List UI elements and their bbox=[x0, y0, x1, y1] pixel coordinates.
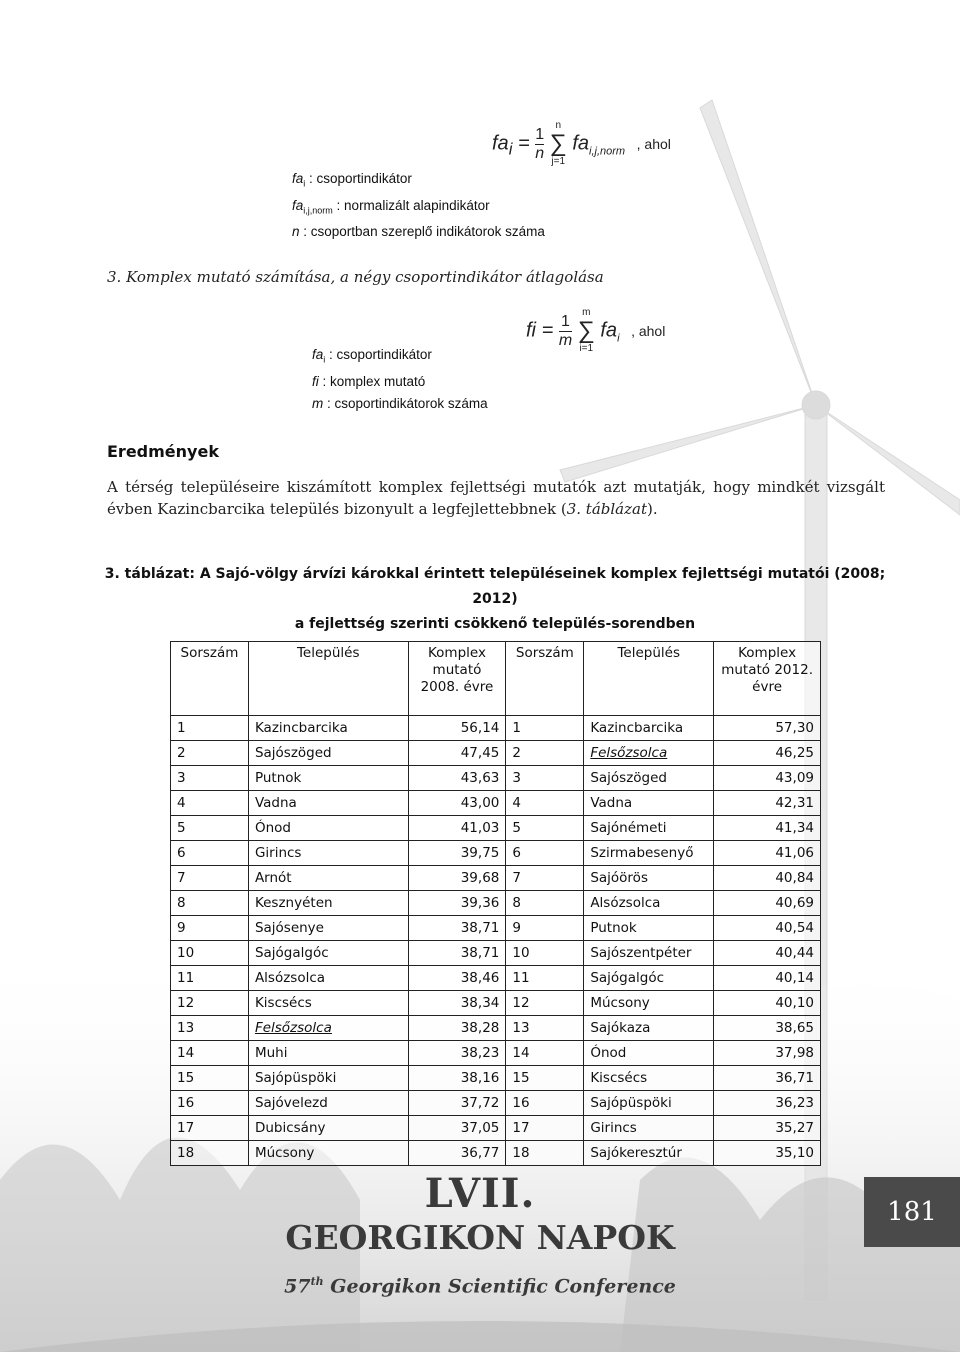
index-value-cell: 40,84 bbox=[714, 866, 821, 891]
legend-row: $fa_i$ : csoportindikátor bbox=[312, 347, 432, 365]
column-header: Komplex mutató 2012. évre bbox=[714, 642, 821, 716]
table-row bbox=[171, 891, 821, 916]
sigma-icon: ∑ bbox=[549, 130, 567, 157]
index-value-cell: 40,14 bbox=[714, 966, 821, 991]
settlement-cell: Múcsony bbox=[584, 991, 714, 1016]
column-header: Sorszám bbox=[171, 642, 249, 716]
settlement-cell: Ónod bbox=[584, 1041, 714, 1066]
settlement-cell: Sajóvelezd bbox=[248, 1091, 408, 1116]
settlement-cell: Girincs bbox=[248, 841, 408, 866]
fraction-denominator: m bbox=[558, 331, 573, 349]
rank-cell: 17 bbox=[506, 1116, 584, 1141]
settlement-cell: Sajógalgóc bbox=[248, 941, 408, 966]
settlement-cell: Sajópüspöki bbox=[248, 1066, 408, 1091]
table-header-row bbox=[171, 642, 821, 716]
rank-cell: 3 bbox=[506, 766, 584, 791]
rank-cell: 10 bbox=[506, 941, 584, 966]
table-caption bbox=[100, 562, 890, 637]
formula-suffix: , ahol bbox=[636, 136, 671, 153]
rank-cell: 11 bbox=[171, 966, 249, 991]
settlement-cell: Putnok bbox=[584, 916, 714, 941]
rank-cell: 14 bbox=[506, 1041, 584, 1066]
index-value-cell: 37,05 bbox=[408, 1116, 506, 1141]
settlement-cell: Sajókeresztúr bbox=[584, 1141, 714, 1166]
index-value-cell: 43,63 bbox=[408, 766, 506, 791]
rank-cell: 18 bbox=[506, 1141, 584, 1166]
table-row bbox=[171, 1141, 821, 1166]
settlement-cell: Vadna bbox=[584, 791, 714, 816]
settlement-cell: Sajókaza bbox=[584, 1016, 714, 1041]
settlement-cell: Kiscsécs bbox=[584, 1066, 714, 1091]
index-value-cell: 43,00 bbox=[408, 791, 506, 816]
sum-lower-limit: i=1 bbox=[579, 343, 594, 354]
table-row bbox=[171, 1116, 821, 1141]
index-value-cell: 56,14 bbox=[408, 716, 506, 741]
index-value-cell: 38,28 bbox=[408, 1016, 506, 1041]
rank-cell: 15 bbox=[171, 1066, 249, 1091]
table-row bbox=[171, 1016, 821, 1041]
index-value-cell: 47,45 bbox=[408, 741, 506, 766]
sum-upper-limit: n bbox=[555, 120, 561, 131]
settlement-cell: Sajópüspöki bbox=[584, 1091, 714, 1116]
settlement-cell: Girincs bbox=[584, 1116, 714, 1141]
event-name: GEORGIKON NAPOK bbox=[285, 1218, 675, 1257]
settlement-cell: Sajónémeti bbox=[584, 816, 714, 841]
edition-number: LVII. bbox=[424, 1170, 536, 1217]
table-row bbox=[171, 716, 821, 741]
rank-cell: 7 bbox=[171, 866, 249, 891]
formula2-legend bbox=[312, 344, 488, 415]
table-row bbox=[171, 1066, 821, 1091]
formula-symbol: fi bbox=[526, 319, 536, 342]
step3-caption: 3. Komplex mutató számítása, a négy csoportindikátor átlagolása bbox=[107, 268, 604, 286]
index-value-cell: 43,09 bbox=[714, 766, 821, 791]
settlement-cell: Alsózsolca bbox=[248, 966, 408, 991]
formula1-legend bbox=[292, 168, 545, 248]
settlement-cell: Kesznyéten bbox=[248, 891, 408, 916]
settlement-cell: Múcsony bbox=[248, 1141, 408, 1166]
table-caption-line1: 3. táblázat: A Sajó-völgy árvízi károkkal érintett településeinek komplex fejlettségi mutatói (2008; 2012) bbox=[104, 566, 886, 607]
index-value-cell: 42,31 bbox=[714, 791, 821, 816]
fraction-numerator: 1 bbox=[559, 313, 572, 332]
fraction-denominator: n bbox=[535, 144, 545, 162]
table-row bbox=[171, 866, 821, 891]
index-value-cell: 40,69 bbox=[714, 891, 821, 916]
index-value-cell: 41,03 bbox=[408, 816, 506, 841]
settlement-cell: Sajószentpéter bbox=[584, 941, 714, 966]
column-header: Település bbox=[248, 642, 408, 716]
formula-term-subscript: i bbox=[617, 332, 620, 345]
settlement-cell: Kiscsécs bbox=[248, 991, 408, 1016]
settlement-cell: Vadna bbox=[248, 791, 408, 816]
table-row bbox=[171, 1041, 821, 1066]
settlement-cell: Alsózsolca bbox=[584, 891, 714, 916]
settlement-cell: Sajószöged bbox=[248, 741, 408, 766]
index-value-cell: 57,30 bbox=[714, 716, 821, 741]
settlement-cell: Szirmabesenyő bbox=[584, 841, 714, 866]
formula-complex-index bbox=[526, 307, 665, 355]
rank-cell: 7 bbox=[506, 866, 584, 891]
formula-group-indicator bbox=[492, 120, 671, 168]
formula-term: fa bbox=[572, 132, 590, 155]
settlement-cell: Sajósenye bbox=[248, 916, 408, 941]
sigma-icon: ∑ bbox=[577, 317, 595, 344]
settlement-cell: Putnok bbox=[248, 766, 408, 791]
rank-cell: 16 bbox=[506, 1091, 584, 1116]
rank-cell: 13 bbox=[506, 1016, 584, 1041]
index-value-cell: 38,65 bbox=[714, 1016, 821, 1041]
rank-cell: 4 bbox=[171, 791, 249, 816]
index-value-cell: 39,68 bbox=[408, 866, 506, 891]
rank-cell: 8 bbox=[171, 891, 249, 916]
formula-subscript: i bbox=[508, 139, 513, 159]
legend-row: $fa_{i,j,norm}$ : normalizált alapindikátor bbox=[292, 197, 490, 216]
formula-term: fa bbox=[600, 319, 618, 342]
rank-cell: 11 bbox=[506, 966, 584, 991]
index-value-cell: 38,46 bbox=[408, 966, 506, 991]
index-value-cell: 36,23 bbox=[714, 1091, 821, 1116]
settlement-cell: Ónod bbox=[248, 816, 408, 841]
rank-cell: 13 bbox=[171, 1016, 249, 1041]
index-value-cell: 46,25 bbox=[714, 741, 821, 766]
settlement-cell: Sajógalgóc bbox=[584, 966, 714, 991]
settlement-cell: Muhi bbox=[248, 1041, 408, 1066]
rank-cell: 12 bbox=[171, 991, 249, 1016]
index-value-cell: 40,54 bbox=[714, 916, 821, 941]
rank-cell: 16 bbox=[171, 1091, 249, 1116]
index-value-cell: 38,23 bbox=[408, 1041, 506, 1066]
settlement-cell: Dubicsány bbox=[248, 1116, 408, 1141]
rank-cell: 8 bbox=[506, 891, 584, 916]
rank-cell: 3 bbox=[171, 766, 249, 791]
rank-cell: 1 bbox=[506, 716, 584, 741]
conference-subtitle: 57th Georgikon Scientific Conference bbox=[284, 1275, 676, 1298]
rank-cell: 5 bbox=[506, 816, 584, 841]
formula-equals: = bbox=[541, 319, 554, 342]
index-value-cell: 36,77 bbox=[408, 1141, 506, 1166]
table-row bbox=[171, 841, 821, 866]
index-value-cell: 40,10 bbox=[714, 991, 821, 1016]
sum-lower-limit: j=1 bbox=[551, 156, 566, 167]
column-header: Komplex mutató 2008. évre bbox=[408, 642, 506, 716]
table-row bbox=[171, 966, 821, 991]
index-value-cell: 36,71 bbox=[714, 1066, 821, 1091]
table-row bbox=[171, 816, 821, 841]
index-value-cell: 37,72 bbox=[408, 1091, 506, 1116]
table-caption-line2: a fejlettség szerinti csökkenő település-sorendben bbox=[294, 616, 696, 632]
settlement-cell: Arnót bbox=[248, 866, 408, 891]
column-header: Sorszám bbox=[506, 642, 584, 716]
rank-cell: 5 bbox=[171, 816, 249, 841]
rank-cell: 6 bbox=[506, 841, 584, 866]
rank-cell: 14 bbox=[171, 1041, 249, 1066]
rank-cell: 15 bbox=[506, 1066, 584, 1091]
settlement-cell: Kazincbarcika bbox=[584, 716, 714, 741]
index-value-cell: 39,75 bbox=[408, 841, 506, 866]
table-row bbox=[171, 791, 821, 816]
settlement-cell: Kazincbarcika bbox=[248, 716, 408, 741]
formula-suffix: , ahol bbox=[631, 323, 666, 340]
fraction-numerator: 1 bbox=[535, 125, 545, 143]
settlement-cell: Felsőzsolca bbox=[584, 741, 714, 766]
formula-term-subscript: i,j,norm bbox=[589, 145, 626, 158]
results-paragraph: A térség településeire kiszámított komplex fejlettségi mutatók azt mutatják, hogy mindkét vizsgált évben Kazincbarcika település bizonyult a legfejlettebbnek (3. táblázat). bbox=[107, 478, 885, 518]
table-row bbox=[171, 1091, 821, 1116]
table-row bbox=[171, 991, 821, 1016]
legend-row: n : csoportban szereplő indikátorok száma bbox=[292, 224, 545, 240]
rank-cell: 2 bbox=[171, 741, 249, 766]
rank-cell: 9 bbox=[506, 916, 584, 941]
legend-row: m : csoportindikátorok száma bbox=[312, 395, 488, 411]
index-value-cell: 37,98 bbox=[714, 1041, 821, 1066]
index-value-cell: 38,16 bbox=[408, 1066, 506, 1091]
index-value-cell: 35,10 bbox=[714, 1141, 821, 1166]
table-row bbox=[171, 766, 821, 791]
rank-cell: 9 bbox=[171, 916, 249, 941]
legend-row: fi : komplex mutató bbox=[312, 373, 426, 389]
rank-cell: 1 bbox=[171, 716, 249, 741]
page-number: 181 bbox=[864, 1177, 960, 1247]
index-value-cell: 38,34 bbox=[408, 991, 506, 1016]
section-heading: Eredmények bbox=[107, 442, 219, 461]
formula-equals: = bbox=[517, 132, 530, 155]
table-row bbox=[171, 916, 821, 941]
settlement-cell: Sajószöged bbox=[584, 766, 714, 791]
results-table bbox=[170, 641, 821, 1166]
index-value-cell: 40,44 bbox=[714, 941, 821, 966]
index-value-cell: 41,34 bbox=[714, 816, 821, 841]
legend-row: $fa_i$ : csoportindikátor bbox=[292, 171, 412, 189]
index-value-cell: 38,71 bbox=[408, 941, 506, 966]
sum-upper-limit: m bbox=[582, 307, 591, 318]
formula-symbol: fa bbox=[492, 132, 509, 155]
rank-cell: 10 bbox=[171, 941, 249, 966]
rank-cell: 12 bbox=[506, 991, 584, 1016]
table-reference: 3. táblázat bbox=[566, 500, 647, 518]
table-row bbox=[171, 741, 821, 766]
index-value-cell: 38,71 bbox=[408, 916, 506, 941]
rank-cell: 6 bbox=[171, 841, 249, 866]
table-row bbox=[171, 941, 821, 966]
settlement-cell: Felsőzsolca bbox=[248, 1016, 408, 1041]
settlement-cell: Sajóörös bbox=[584, 866, 714, 891]
rank-cell: 4 bbox=[506, 791, 584, 816]
rank-cell: 2 bbox=[506, 741, 584, 766]
index-value-cell: 39,36 bbox=[408, 891, 506, 916]
index-value-cell: 35,27 bbox=[714, 1116, 821, 1141]
column-header: Település bbox=[584, 642, 714, 716]
rank-cell: 17 bbox=[171, 1116, 249, 1141]
index-value-cell: 41,06 bbox=[714, 841, 821, 866]
rank-cell: 18 bbox=[171, 1141, 249, 1166]
